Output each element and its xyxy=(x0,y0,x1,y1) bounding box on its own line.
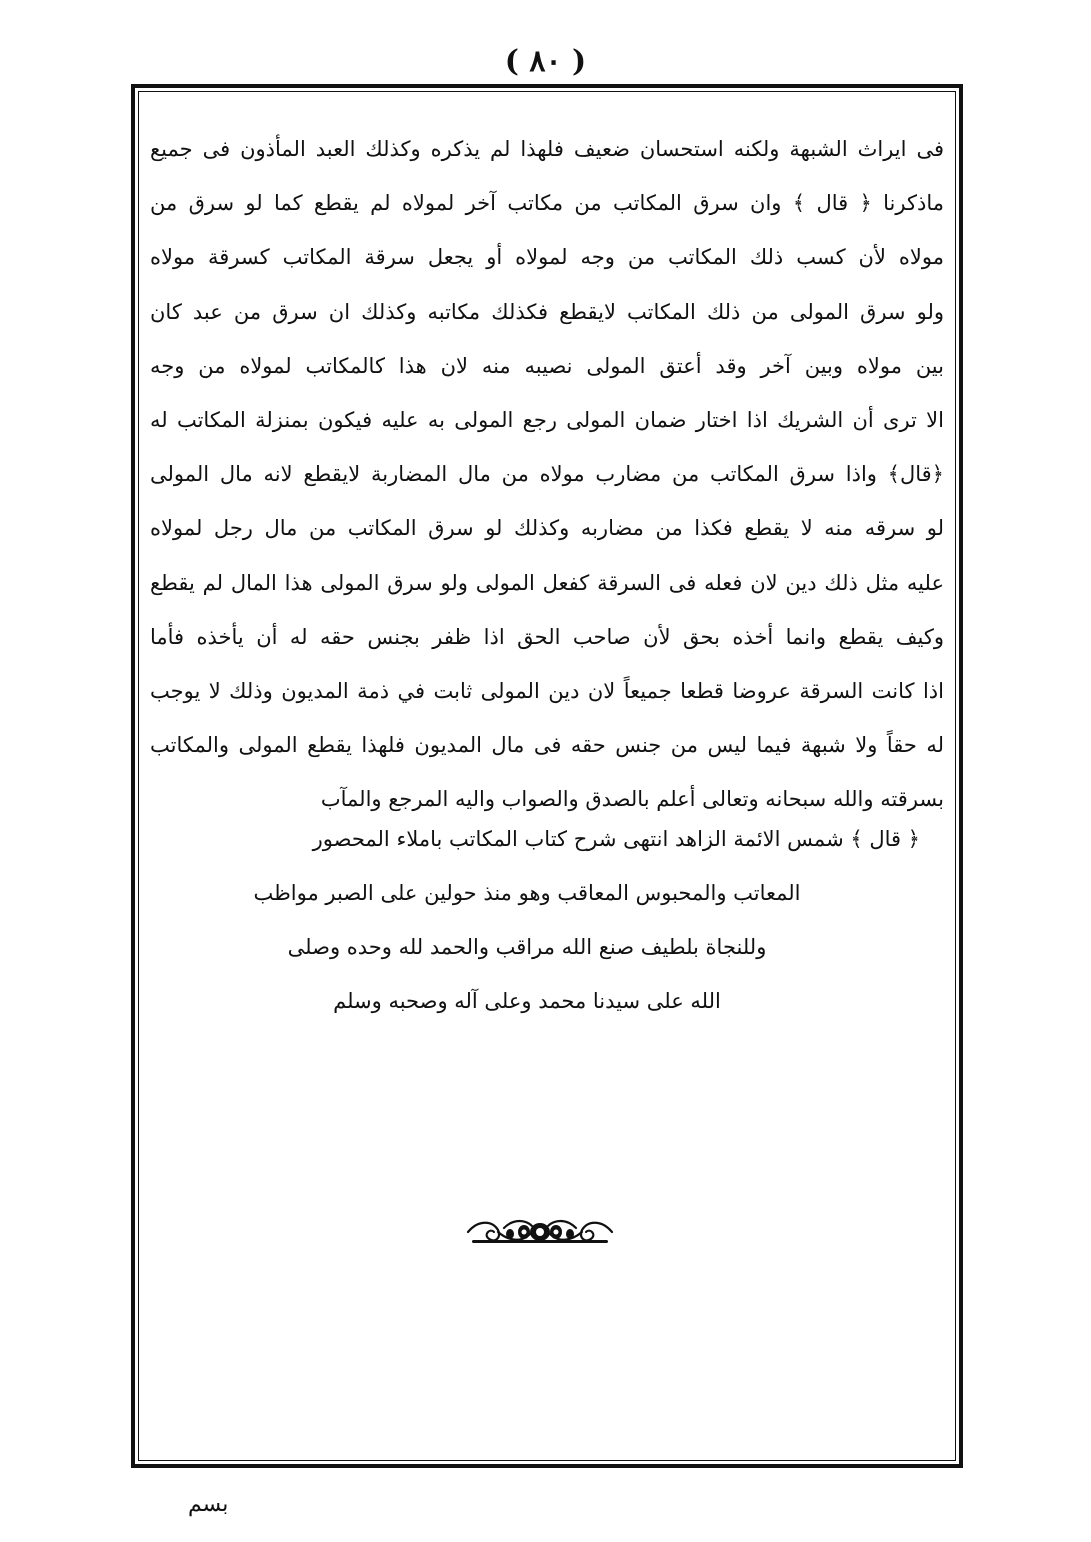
text-line: ماذكرنا ﴿ قال ﴾ وان سرق المكاتب من مكاتب آخر لمولاه لم يقطع كما لو سرق من xyxy=(150,191,944,216)
colophon-line: ﴿ قال ﴾ شمس الائمة الزاهد انتهى شرح كتاب المكاتب باملاء المحصور xyxy=(312,827,920,851)
main-text-block xyxy=(150,122,944,826)
colophon-block xyxy=(150,812,944,1028)
text-line: الا ترى أن الشريك اذا اختار ضمان المولى رجع المولى به عليه فيكون بمنزلة المكاتب له xyxy=(150,407,944,432)
colophon-line: الله على سيدنا محمد وعلى آله وصحبه وسلم xyxy=(333,989,721,1013)
text-line: ولو سرق المولى من ذلك المكاتب لايقطع فكذلك مكاتبه وكذلك ان سرق من عبد كان xyxy=(150,299,944,324)
text-line: وكيف يقطع وانما أخذه بحق لأن صاحب الحق اذا ظفر بجنس حقه له أن يأخذه فأما xyxy=(150,624,944,649)
colophon-line: المعاتب والمحبوس المعاقب وهو منذ حولين على الصبر مواظب xyxy=(253,881,801,905)
text-line: لو سرقه منه لا يقطع فكذا من مضاربه وكذلك لو سرق المكاتب من مال رجل لمولاه xyxy=(150,516,944,541)
text-line: ﴿قال﴾ واذا سرق المكاتب من مضارب مولاه من مال المضاربة لايقطع لانه مال المولى xyxy=(150,462,944,487)
floral-scroll-ornament-icon xyxy=(464,1212,616,1252)
page-number: ( ٨٠ ) xyxy=(504,44,587,79)
colophon-line: وللنجاة بلطيف صنع الله مراقب والحمد لله وحده وصلى xyxy=(287,935,767,959)
text-line: بسرقته والله سبحانه وتعالى أعلم بالصدق والصواب واليه المرجع والمآب xyxy=(320,787,944,812)
text-line: بين مولاه وبين آخر وقد أعتق المولى نصيبه منه لان هذا كالمكاتب لمولاه من وجه xyxy=(150,353,944,378)
catchword: بسم xyxy=(188,1492,229,1517)
text-line: فى ايراث الشبهة ولكنه استحسان ضعيف فلهذا لم يذكره وكذلك العبد المأذون فى جميع xyxy=(150,137,944,161)
text-line: له حقاً ولا شبهة فيما ليس من جنس حقه فى مال المديون فلهذا يقطع المولى والمكاتب xyxy=(150,733,944,758)
text-line: اذا كانت السرقة عروضا قطعا جميعاً لان دين المولى ثابت في ذمة المديون وذلك لا يوجب xyxy=(150,678,944,703)
text-line: عليه مثل ذلك دين لان فعله فى السرقة كفعل المولى ولو سرق المولى هذا المال لم يقطع xyxy=(150,570,944,595)
text-line: مولاه لأن كسب ذلك المكاتب من وجه لمولاه أو يجعل سرقة المكاتب كسرقة مولاه xyxy=(150,245,944,270)
